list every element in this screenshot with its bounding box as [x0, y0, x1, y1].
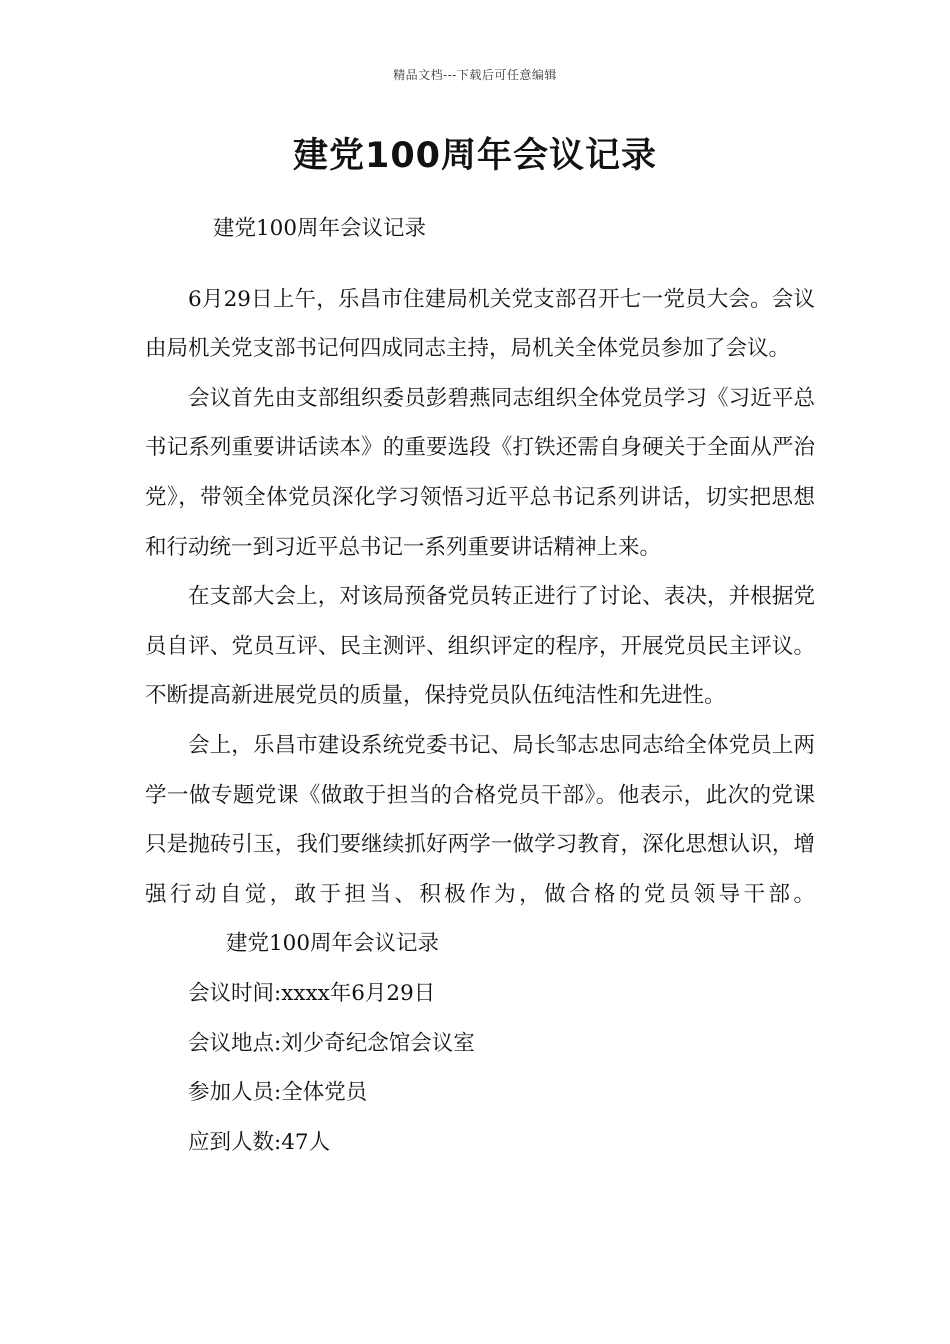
paragraph-1: 6月29日上午，乐昌市住建局机关党支部召开七一党员大会。会议由局机关党支部书记何四成同志主持，局机关全体党员参加了会议。	[145, 286, 815, 362]
meeting-place: 会议地点:刘少奇纪念馆会议室	[188, 1030, 475, 1056]
document-subtitle: 建党100周年会议记录	[213, 215, 427, 241]
paragraph-3: 在支部大会上，对该局预备党员转正进行了讨论、表决，并根据党员自评、党员互评、民主测评、组织评定的程序，开展党员民主评议。不断提高新进展党员的质量，保持党员队伍纯洁性和先进性。	[145, 584, 815, 709]
meeting-time: 会议时间:xxxx年6月29日	[188, 980, 436, 1006]
paragraph-4	[145, 721, 815, 969]
meeting-expected-count: 应到人数:47人	[188, 1129, 331, 1155]
inline-repeated-title: 建党100周年会议记录	[226, 931, 440, 957]
header-note: 精品文档---下载后可任意编辑	[393, 68, 557, 82]
document-title: 建党100周年会议记录	[292, 136, 658, 176]
meeting-participants: 参加人员:全体党员	[188, 1080, 368, 1106]
paragraph-2: 会议首先由支部组织委员彭碧燕同志组织全体党员学习《习近平总书记系列重要讲话读本》的重要选段《打铁还需自身硬关于全面从严治党》，带领全体党员深化学习领悟习近平总书记系列讲话，切实把思想和行动统一到习近平总书记一系列重要讲话精神上来。	[145, 385, 815, 560]
document-body	[145, 182, 815, 1167]
paragraph-4-text: 会上，乐昌市建设系统党委书记、局长邹志忠同志给全体党员上两学一做专题党课《做敢于担当的合格党员干部》。他表示，此次的党课只是抛砖引玉，我们要继续抓好两学一做学习教育，深化思想认识，增强行动自觉，敢于担当、积极作为，做合格的党员领导干部。	[145, 732, 815, 907]
